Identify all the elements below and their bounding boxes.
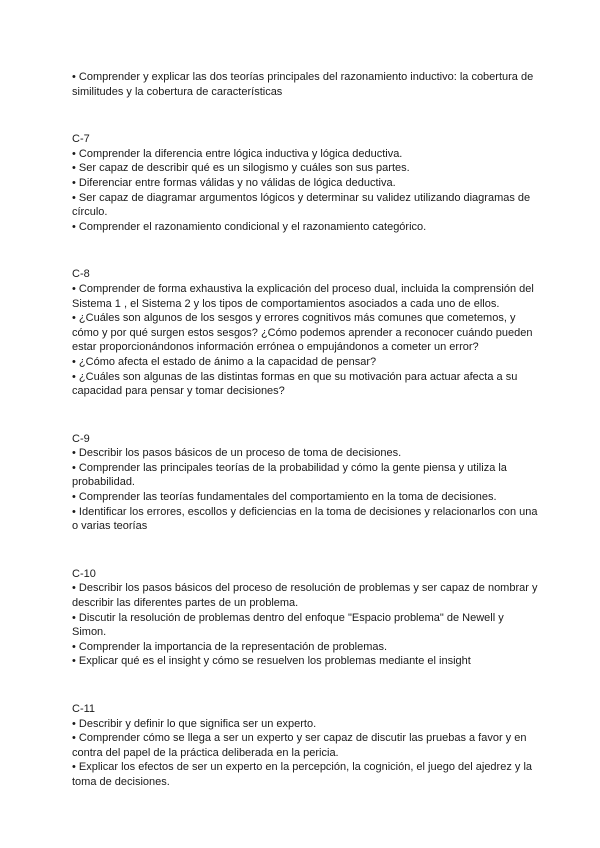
list-item: • Describir los pasos básicos del proceso de resolución de problemas y ser capaz de nombrar y describir las diferentes partes de un problema. xyxy=(72,582,538,610)
list-item: • ¿Cuáles son algunas de las distintas formas en que su motivación para actuar afecta a su capacidad para pensar y tomar decisiones? xyxy=(72,370,518,398)
list-item: • Comprender el razonamiento condicional y el razonamiento categórico. xyxy=(72,220,427,233)
list-item: • Ser capaz de describir qué es un silogismo y cuáles son sus partes. xyxy=(72,162,410,175)
list-item: • Explicar qué es el insight y cómo se resuelven los problemas mediante el insight xyxy=(72,655,471,668)
section-heading: C-7 xyxy=(72,133,90,146)
list-item: • Comprender las principales teorías de la probabilidad y cómo la gente piensa y utiliza la probabilidad. xyxy=(72,461,507,489)
section-c7 xyxy=(72,132,540,234)
list-item: • Comprender y explicar las dos teorías principales del razonamiento inductivo: la cobertura de similitudes y la cobertura de características xyxy=(72,71,534,98)
section-c9 xyxy=(72,432,540,534)
list-item: • Comprender la diferencia entre lógica inductiva y lógica deductiva. xyxy=(72,147,403,160)
bullet-list xyxy=(72,717,540,790)
list-item: • Ser capaz de diagramar argumentos lógicos y determinar su validez utilizando diagramas de círculo. xyxy=(72,191,531,219)
list-item: • Comprender la importancia de la representación de problemas. xyxy=(72,640,388,653)
list-item: • Describir y definir lo que significa ser un experto. xyxy=(72,717,317,730)
list-item: • Comprender de forma exhaustiva la explicación del proceso dual, incluida la comprensión del Sistema 1 , el Sistema 2 y los tipos de comportamientos asociados a cada uno de ellos. xyxy=(72,282,534,310)
section-c11 xyxy=(72,702,540,790)
section-heading: C-10 xyxy=(72,567,96,580)
list-item: • Identificar los errores, escollos y deficiencias en la toma de decisiones y relacionarlos con una o varias teorías xyxy=(72,505,538,533)
section-heading: C-8 xyxy=(72,268,90,281)
list-item: • Comprender cómo se llega a ser un experto y ser capaz de discutir las pruebas a favor y en contra del papel de la práctica deliberada en la pericia. xyxy=(72,732,527,759)
bullet-list xyxy=(72,446,540,534)
bullet-list xyxy=(72,70,540,99)
list-item: • Explicar los efectos de ser un experto en la percepción, la cognición, el juego del ajedrez y la toma de decisiones. xyxy=(72,761,533,788)
bullet-list xyxy=(72,147,540,235)
section-c8 xyxy=(72,267,540,398)
list-item: • ¿Cómo afecta el estado de ánimo a la capacidad de pensar? xyxy=(72,355,377,368)
bullet-list xyxy=(72,581,540,669)
list-item: • Describir los pasos básicos de un proceso de toma de decisiones. xyxy=(72,447,402,460)
section-heading: C-9 xyxy=(72,432,90,445)
section-heading: C-11 xyxy=(72,703,96,715)
list-item: • Discutir la resolución de problemas dentro del enfoque "Espacio problema" de Newell y Simon. xyxy=(72,611,504,639)
list-item: • Comprender las teorías fundamentales del comportamiento en la toma de decisiones. xyxy=(72,491,497,504)
bullet-list xyxy=(72,282,540,399)
intro-section xyxy=(72,70,540,99)
list-item: • ¿Cuáles son algunos de los sesgos y errores cognitivos más comunes que cometemos, y cómo y por qué surgen estos sesgos? ¿Cómo podemos aprender a reconocer cuándo pueden estar proporcionándonos información errónea o empujándonos a cometer un error? xyxy=(72,312,533,354)
list-item: • Diferenciar entre formas válidas y no válidas de lógica deductiva. xyxy=(72,176,396,189)
section-c10 xyxy=(72,567,540,669)
